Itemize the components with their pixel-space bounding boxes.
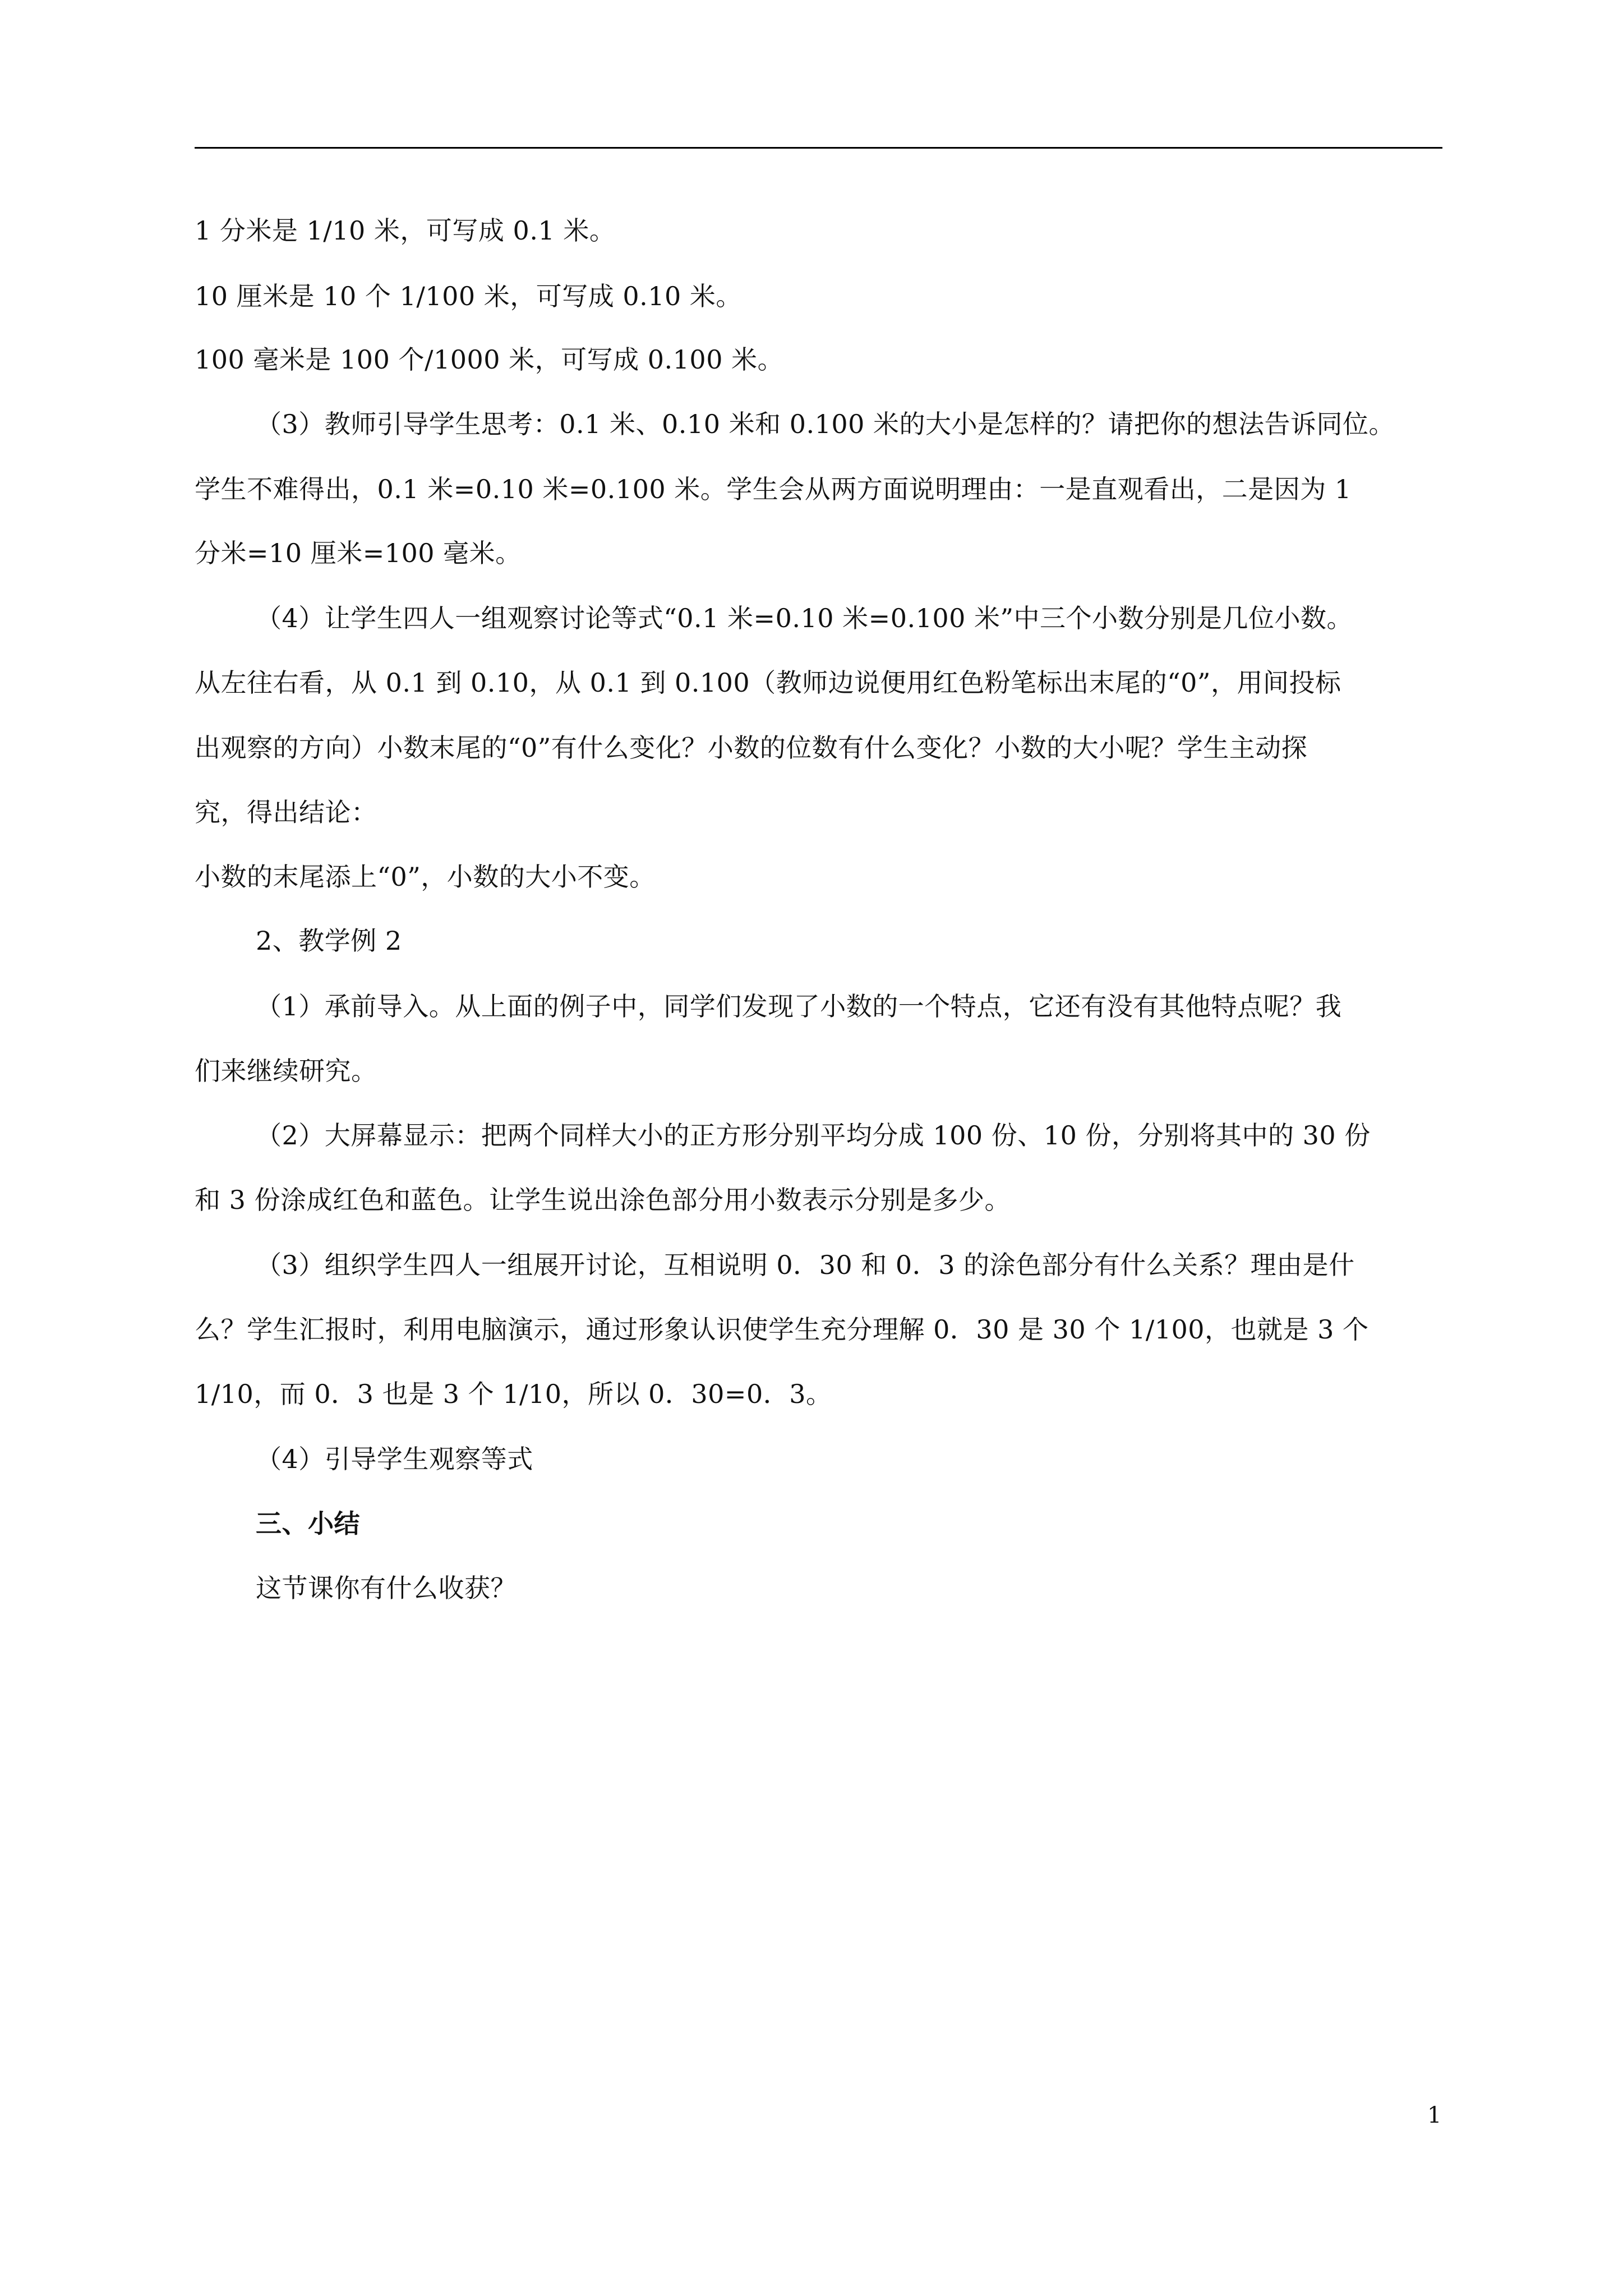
text-line: 究，得出结论： [195, 797, 377, 827]
text-line: 从左往右看，从 0.1 到 0.10，从 0.1 到 0.100（教师边说便用红色粉笔标出末尾的“0”，用间投标 [195, 668, 1341, 698]
text-line: （3）教师引导学生思考：0.1 米、0.10 米和 0.100 米的大小是怎样的？请把你的想法告诉同位。 [256, 409, 1395, 439]
text-line: （1）承前导入。从上面的例子中，同学们发现了小数的一个特点，它还有没有其他特点呢？我 [256, 991, 1342, 1022]
text-line: 出观察的方向）小数末尾的“0”有什么变化？小数的位数有什么变化？小数的大小呢？学生主动探 [195, 733, 1308, 763]
text-line: 们来继续研究。 [195, 1056, 377, 1086]
text-line: 1 分米是 1/10 米，可写成 0.1 米。 [195, 215, 616, 246]
text-line: 100 毫米是 100 个/1000 米，可写成 0.100 米。 [195, 344, 784, 375]
text-line: （3）组织学生四人一组展开讨论，互相说明 0．30 和 0．3 的涂色部分有什么关系？理由是什 [256, 1250, 1355, 1280]
text-line: 学生不难得出，0.1 米=0.10 米=0.100 米。学生会从两方面说明理由：一是直观看出，二是因为 1 [195, 474, 1352, 504]
text-line: 这节课你有什么收获？ [256, 1573, 517, 1603]
section-heading: 三、小结 [256, 1508, 360, 1539]
text-line: 2、教学例 2 [256, 926, 402, 956]
text-line: （4）让学生四人一组观察讨论等式“0.1 米=0.10 米=0.100 米”中三个小数分别是几位小数。 [256, 603, 1353, 633]
page-number: 1 [1427, 2102, 1442, 2128]
text-line: 么？学生汇报时，利用电脑演示，通过形象认识使学生充分理解 0．30 是 30 个 1/100，也就是 3 个 [195, 1314, 1369, 1345]
text-line: 分米=10 厘米=100 毫米。 [195, 538, 522, 568]
text-line: （4）引导学生观察等式 [256, 1444, 533, 1474]
text-line: （2）大屏幕显示：把两个同样大小的正方形分别平均分成 100 份、10 份，分别将其中的 30 份 [256, 1120, 1371, 1151]
text-line: 1/10，而 0．3 也是 3 个 1/10，所以 0．30=0．3。 [195, 1379, 832, 1409]
text-line: 和 3 份涂成红色和蓝色。让学生说出涂色部分用小数表示分别是多少。 [195, 1185, 1011, 1215]
text-line: 10 厘米是 10 个 1/100 米，可写成 0.10 米。 [195, 281, 742, 311]
text-line: 小数的末尾添上“0”，小数的大小不变。 [195, 862, 656, 892]
header-rule [195, 147, 1442, 149]
